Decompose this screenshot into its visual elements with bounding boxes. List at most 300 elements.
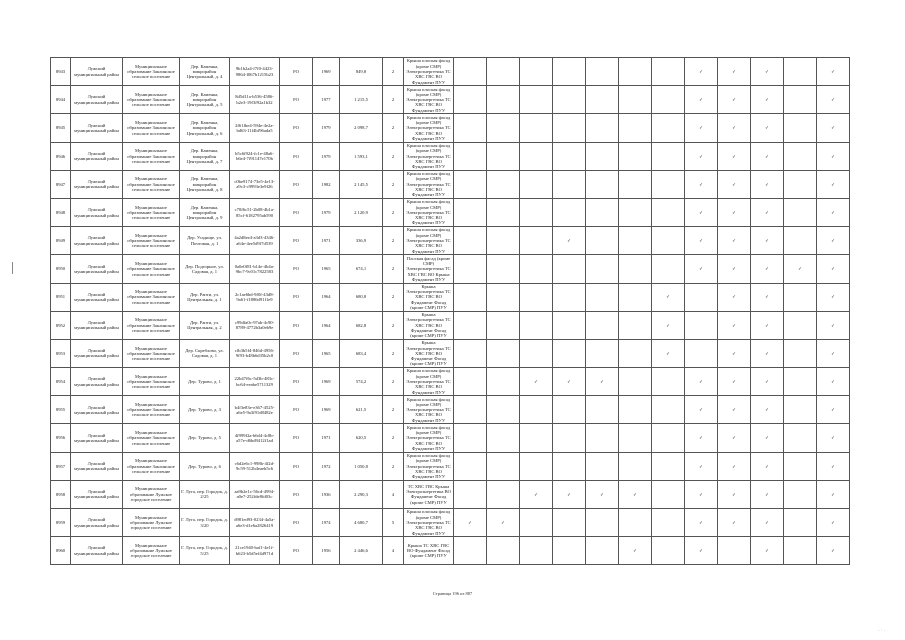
check-cell <box>718 452 751 480</box>
check-cell <box>652 283 685 311</box>
works-cell: Крыша плоская фасад (кроме СМР) Электроэнергетика ТС ХВС ГВС ВО Фундамент ПУУ <box>404 509 454 537</box>
row-id: 8951 <box>51 283 71 311</box>
check-cell <box>619 368 652 396</box>
check-cell <box>685 114 718 142</box>
check-cell <box>718 227 751 255</box>
check-cell <box>652 227 685 255</box>
check-cell <box>454 424 487 452</box>
guid-cell: b4f3e83e-e367-4525-a6e5-9a3f91d8482e <box>230 396 280 424</box>
address-cell: Дер. Каменка, микрорайон Центральный, д. 4 <box>180 58 230 86</box>
check-cell <box>751 86 784 114</box>
check-cell <box>454 396 487 424</box>
row-id: 8947 <box>51 170 71 198</box>
checkmark-icon: ✓ <box>831 548 835 554</box>
checkmark-icon: ✓ <box>798 266 802 272</box>
checkmark-icon: ✓ <box>732 463 736 469</box>
floors-cell: 2 <box>383 86 404 114</box>
check-cell <box>751 537 784 565</box>
check-cell <box>685 339 718 367</box>
floors-cell: 2 <box>383 452 404 480</box>
check-cell <box>718 198 751 226</box>
checkmark-icon: ✓ <box>699 519 703 525</box>
check-cell <box>619 114 652 142</box>
checkmark-icon: ✓ <box>567 379 571 384</box>
check-cell <box>487 227 520 255</box>
check-cell <box>619 480 652 508</box>
check-cell <box>652 396 685 424</box>
district-cell: Лужский муниципальный район <box>71 170 123 198</box>
row-id: 8946 <box>51 142 71 170</box>
checkmark-icon: ✓ <box>765 68 769 74</box>
check-cell <box>619 227 652 255</box>
check-cell <box>454 142 487 170</box>
checkmark-icon: ✓ <box>699 463 703 469</box>
checkmark-icon: ✓ <box>534 491 538 497</box>
table-row <box>51 480 850 508</box>
code-cell: FO <box>280 424 313 452</box>
checkmark-icon: ✓ <box>831 491 835 497</box>
check-cell <box>487 396 520 424</box>
year-cell: 1977 <box>313 86 340 114</box>
check-cell <box>553 170 586 198</box>
check-cell <box>586 368 619 396</box>
guid-cell: c70f6c51-2b08-4b1a-85cf-6182795ab590 <box>230 198 280 226</box>
code-cell: FO <box>280 227 313 255</box>
code-cell: FO <box>280 368 313 396</box>
check-cell <box>817 509 850 537</box>
works-cell: Крыша плоская фасад (кроме СМР) Электроэнергетика ТС ХВС ГВС ВО Фундамент ПУУ <box>404 396 454 424</box>
check-cell <box>586 311 619 339</box>
check-cell <box>619 311 652 339</box>
checkmark-icon: ✓ <box>699 435 703 441</box>
checkmark-icon: ✓ <box>534 379 538 384</box>
year-cell: 1979 <box>313 114 340 142</box>
checkmark-icon: ✓ <box>765 548 769 554</box>
year-cell: 1964 <box>313 283 340 311</box>
check-cell <box>619 142 652 170</box>
check-cell <box>718 480 751 508</box>
check-cell <box>751 480 784 508</box>
guid-cell: 22b47f6c-5d3b-483c-bc64-eeabe5711329 <box>230 368 280 396</box>
area-cell: 680,8 <box>340 283 383 311</box>
floors-cell: 2 <box>383 283 404 311</box>
check-cell <box>553 227 586 255</box>
check-cell <box>487 339 520 367</box>
checkmark-icon: ✓ <box>732 322 736 328</box>
check-cell <box>553 452 586 480</box>
address-cell: Дер. Скреблово, ул. Садовая, д. 1 <box>180 339 230 367</box>
check-cell <box>586 396 619 424</box>
check-cell <box>520 509 553 537</box>
code-cell: FO <box>280 114 313 142</box>
settlement-cell: Муниципальное образование Заклинское сельское поселение <box>123 170 180 198</box>
works-cell: Крыша плоская фасад (кроме СМР) Электроэнергетика ТС ХВС ГВС ВО Фундамент ПУУ <box>404 452 454 480</box>
check-cell <box>553 480 586 508</box>
check-cell <box>718 58 751 86</box>
address-cell: Дер. Рапти, ул. Центральная, д. 1 <box>180 283 230 311</box>
floors-cell: 2 <box>383 227 404 255</box>
settlement-cell: Муниципальное образование Заклинское сельское поселение <box>123 339 180 367</box>
settlement-cell: Муниципальное образование Лужское городское поселение <box>123 509 180 537</box>
checkmark-icon: ✓ <box>732 97 736 103</box>
settlement-cell: Муниципальное образование Лужское городское поселение <box>123 480 180 508</box>
district-cell: Лужский муниципальный район <box>71 227 123 255</box>
district-cell: Лужский муниципальный район <box>71 283 123 311</box>
code-cell: FO <box>280 170 313 198</box>
works-cell: Крыша ТС ХВС ГВС ВО Фундамент Фасад (кроме СМР) ПУУ <box>404 537 454 565</box>
district-cell: Лужский муниципальный район <box>71 86 123 114</box>
checkmark-icon: ✓ <box>831 407 835 413</box>
settlement-cell: Муниципальное образование Заклинское сельское поселение <box>123 198 180 226</box>
check-cell <box>553 339 586 367</box>
check-cell <box>619 255 652 283</box>
area-cell: 682,8 <box>340 311 383 339</box>
works-cell: Крыша плоская фасад (кроме СМР) Электроэнергетика ТС ХВС ГВС ВО Фундамент ПУУ <box>404 170 454 198</box>
check-cell <box>652 424 685 452</box>
code-cell: FO <box>280 198 313 226</box>
check-cell <box>751 114 784 142</box>
year-cell: 1969 <box>313 368 340 396</box>
checkmark-icon: ✓ <box>765 181 769 187</box>
check-cell <box>586 170 619 198</box>
check-cell <box>718 142 751 170</box>
address-cell: Дер. Усадище, ул. Почтовая, д. 1 <box>180 227 230 255</box>
check-cell <box>685 227 718 255</box>
district-cell: Лужский муниципальный район <box>71 198 123 226</box>
address-cell: Дер. Рапти, ул. Центральная, д. 2 <box>180 311 230 339</box>
row-id: 8943 <box>51 58 71 86</box>
check-cell <box>454 170 487 198</box>
check-cell <box>487 198 520 226</box>
works-cell: Крыша плоская фасад (кроме СМР) Электроэнергетика ТС ХВС ГВС ВО Фундамент ПУУ <box>404 198 454 226</box>
check-cell <box>718 396 751 424</box>
check-cell <box>454 283 487 311</box>
code-cell: FO <box>280 452 313 480</box>
check-cell <box>652 198 685 226</box>
check-cell <box>520 537 553 565</box>
year-cell: 1974 <box>313 509 340 537</box>
check-cell <box>586 58 619 86</box>
area-cell: 674,1 <box>340 255 383 283</box>
checkmark-icon: ✓ <box>699 68 703 74</box>
guid-cell: d981ed93-0234-4a5a-a6e3-d1e6a2826419 <box>230 509 280 537</box>
code-cell: FO <box>280 509 313 537</box>
checkmark-icon: ✓ <box>699 407 703 413</box>
area-cell: 1 050,8 <box>340 452 383 480</box>
district-cell: Лужский муниципальный район <box>71 255 123 283</box>
checkmark-icon: ✓ <box>831 463 835 469</box>
check-cell <box>652 480 685 508</box>
checkmark-icon: ✓ <box>468 519 472 525</box>
checkmark-icon: ✓ <box>765 491 769 497</box>
check-cell <box>784 424 817 452</box>
check-cell <box>454 509 487 537</box>
check-cell <box>487 58 520 86</box>
code-cell: FO <box>280 396 313 424</box>
check-cell <box>817 480 850 508</box>
works-cell: Крыша плоская фасад (кроме СМР) Электроэнергетика ТС ХВС ГВС ВО Фундамент ПУУ <box>404 368 454 396</box>
area-cell: 4 680,7 <box>340 509 383 537</box>
checkmark-icon: ✓ <box>501 519 505 525</box>
checkmark-icon: ✓ <box>831 435 835 441</box>
settlement-cell: Муниципальное образование Заклинское сельское поселение <box>123 424 180 452</box>
district-cell: Лужский муниципальный район <box>71 509 123 537</box>
check-cell <box>718 368 751 396</box>
checkmark-icon: ✓ <box>633 491 637 497</box>
check-cell <box>817 86 850 114</box>
year-cell: 1969 <box>313 58 340 86</box>
floors-cell: 2 <box>383 255 404 283</box>
check-cell <box>586 114 619 142</box>
check-cell <box>619 452 652 480</box>
district-cell: Лужский муниципальный район <box>71 311 123 339</box>
check-cell <box>454 86 487 114</box>
code-cell: FO <box>280 283 313 311</box>
settlement-cell: Муниципальное образование Заклинское сельское поселение <box>123 255 180 283</box>
check-cell <box>784 86 817 114</box>
check-cell <box>685 452 718 480</box>
checkmark-icon: ✓ <box>600 491 604 497</box>
checkmark-icon: ✓ <box>831 181 835 187</box>
district-cell: Лужский муниципальный район <box>71 396 123 424</box>
check-cell <box>520 480 553 508</box>
floors-cell: 2 <box>383 114 404 142</box>
checkmark-icon: ✓ <box>567 491 571 497</box>
floors-cell: 2 <box>383 368 404 396</box>
check-cell <box>454 227 487 255</box>
check-cell <box>751 170 784 198</box>
check-cell <box>454 452 487 480</box>
check-cell <box>751 198 784 226</box>
checkmark-icon: ✓ <box>765 266 769 272</box>
check-cell <box>817 142 850 170</box>
checkmark-icon: ✓ <box>732 266 736 272</box>
checkmark-icon: ✓ <box>732 491 736 497</box>
row-id: 8956 <box>51 424 71 452</box>
check-cell <box>454 58 487 86</box>
check-cell <box>619 283 652 311</box>
code-cell: FO <box>280 311 313 339</box>
check-cell <box>685 283 718 311</box>
checkmark-icon: ✓ <box>732 181 736 187</box>
check-cell <box>652 170 685 198</box>
floors-cell: 5 <box>383 509 404 537</box>
floors-cell: 2 <box>383 58 404 86</box>
check-cell <box>487 537 520 565</box>
table-row <box>51 311 850 339</box>
check-cell <box>784 283 817 311</box>
address-cell: Дер. Каменка, микрорайон Центральный, д. 8 <box>180 170 230 198</box>
check-cell <box>718 509 751 537</box>
checkmark-icon: ✓ <box>765 322 769 328</box>
check-cell <box>685 58 718 86</box>
check-cell <box>817 424 850 452</box>
checkmark-icon: ✓ <box>699 125 703 131</box>
checkmark-icon: ✓ <box>765 379 769 384</box>
check-cell <box>487 142 520 170</box>
check-cell <box>685 368 718 396</box>
checkmark-icon: ✓ <box>567 238 571 244</box>
check-cell <box>619 170 652 198</box>
checkmark-icon: ✓ <box>831 209 835 215</box>
check-cell <box>751 227 784 255</box>
year-cell: 1972 <box>313 452 340 480</box>
floors-cell: 2 <box>383 170 404 198</box>
check-cell <box>586 198 619 226</box>
register-sheet <box>50 57 850 565</box>
code-cell: FO <box>280 255 313 283</box>
check-cell <box>751 339 784 367</box>
check-cell <box>652 142 685 170</box>
year-cell: 1936 <box>313 480 340 508</box>
checkmark-icon: ✓ <box>732 68 736 74</box>
checkmark-icon: ✓ <box>831 294 835 300</box>
settlement-cell: Муниципальное образование Лужское городское поселение <box>123 537 180 565</box>
address-cell: Дер. Турово, д. 5 <box>180 424 230 452</box>
checkmark-icon: ✓ <box>831 350 835 356</box>
floors-cell: 2 <box>383 311 404 339</box>
works-cell: Крыша Электроэнергетика ТС ХВС ГВС ВО Фундамент Фасад (кроме СМР) ПУУ <box>404 311 454 339</box>
check-cell <box>784 509 817 537</box>
check-cell <box>751 58 784 86</box>
check-cell <box>685 142 718 170</box>
settlement-cell: Муниципальное образование Заклинское сельское поселение <box>123 283 180 311</box>
district-cell: Лужский муниципальный район <box>71 480 123 508</box>
check-cell <box>520 86 553 114</box>
row-id: 8955 <box>51 396 71 424</box>
checkmark-icon: ✓ <box>765 97 769 103</box>
check-cell <box>553 255 586 283</box>
year-cell: 1979 <box>313 198 340 226</box>
check-cell <box>487 311 520 339</box>
check-cell <box>817 396 850 424</box>
works-cell: ТС ХВС ГВС Крыша Электроэнергетика ВО Фундамент Фасад (кроме СМР) ПУУ <box>404 480 454 508</box>
checkmark-icon: ✓ <box>765 463 769 469</box>
check-cell <box>685 255 718 283</box>
area-cell: 849,8 <box>340 58 383 86</box>
checkmark-icon: ✓ <box>732 519 736 525</box>
guid-cell: c99dfa0c-97ab-4c90-8789-4772b3a0eb9e <box>230 311 280 339</box>
checkmark-icon: ✓ <box>831 379 835 384</box>
settlement-cell: Муниципальное образование Заклинское сельское поселение <box>123 311 180 339</box>
checkmark-icon: ✓ <box>732 238 736 244</box>
area-cell: 2 098,7 <box>340 114 383 142</box>
settlement-cell: Муниципальное образование Заклинское сельское поселение <box>123 142 180 170</box>
guid-cell: b5c6f924-fc1e-48a6-b6e4-7f91147e170b <box>230 142 280 170</box>
check-cell <box>553 283 586 311</box>
works-cell: Крыша плоская фасад (кроме СМР) Электроэнергетика ТС ХВС ГВС ВО Фундамент ПУУ <box>404 114 454 142</box>
table-row <box>51 452 850 480</box>
check-cell <box>454 339 487 367</box>
row-id: 8953 <box>51 339 71 367</box>
guid-cell: 9b1b2a4-f7f0-4423-9864-f067b1215b23 <box>230 58 280 86</box>
check-cell <box>685 396 718 424</box>
check-cell <box>718 170 751 198</box>
area-cell: 620,5 <box>340 424 383 452</box>
check-cell <box>652 452 685 480</box>
check-cell <box>454 255 487 283</box>
check-cell <box>586 339 619 367</box>
check-cell <box>520 424 553 452</box>
check-cell <box>685 170 718 198</box>
checkmark-icon: ✓ <box>765 435 769 441</box>
check-cell <box>619 58 652 86</box>
checkmark-icon: ✓ <box>699 548 703 554</box>
area-cell: 2 446,6 <box>340 537 383 565</box>
settlement-cell: Муниципальное образование Заклинское сельское поселение <box>123 452 180 480</box>
check-cell <box>817 283 850 311</box>
check-cell <box>817 311 850 339</box>
check-cell <box>685 537 718 565</box>
check-cell <box>586 452 619 480</box>
check-cell <box>454 368 487 396</box>
margin-mark <box>12 262 13 274</box>
year-cell: 1964 <box>313 311 340 339</box>
year-cell: 1982 <box>313 170 340 198</box>
check-cell <box>718 114 751 142</box>
checkmark-icon: ✓ <box>831 125 835 131</box>
works-cell: Плоская фасад (кроме СМР) Электроэнергетика ТС ХВС ГВС ВО Крыша Фундамент ПУУ <box>404 255 454 283</box>
checkmark-icon: ✓ <box>732 350 736 356</box>
checkmark-icon: ✓ <box>732 125 736 131</box>
checkmark-icon: ✓ <box>600 379 604 384</box>
check-cell <box>784 339 817 367</box>
settlement-cell: Муниципальное образование Заклинское сельское поселение <box>123 114 180 142</box>
year-cell: 1969 <box>313 396 340 424</box>
check-cell <box>520 368 553 396</box>
check-cell <box>487 255 520 283</box>
floors-cell: 2 <box>383 339 404 367</box>
check-cell <box>454 537 487 565</box>
check-cell <box>454 311 487 339</box>
checkmark-icon: ✓ <box>765 350 769 356</box>
check-cell <box>553 537 586 565</box>
code-cell: FO <box>280 86 313 114</box>
check-cell <box>520 452 553 480</box>
row-id: 8945 <box>51 114 71 142</box>
check-cell <box>454 198 487 226</box>
checkmark-icon: ✓ <box>831 266 835 272</box>
address-cell: Г. Луга, пер. Городок, д. 3/20 <box>180 509 230 537</box>
checkmark-icon: ✓ <box>765 519 769 525</box>
guid-cell: 2c1ae6bd-9f0f-43d8-9a61-f1886d91f1e9 <box>230 283 280 311</box>
check-cell <box>751 142 784 170</box>
checkmark-icon: ✓ <box>831 97 835 103</box>
floors-cell: 2 <box>383 142 404 170</box>
check-cell <box>520 339 553 367</box>
check-cell <box>685 86 718 114</box>
check-cell <box>784 368 817 396</box>
table-row <box>51 368 850 396</box>
checkmark-icon: ✓ <box>831 68 835 74</box>
area-cell: 574,2 <box>340 368 383 396</box>
district-cell: Лужский муниципальный район <box>71 114 123 142</box>
check-cell <box>751 255 784 283</box>
check-cell <box>817 170 850 198</box>
guid-cell: 2f61fbe4-594e-4e2a-bd63-11f4bf96ada5 <box>230 114 280 142</box>
check-cell <box>619 86 652 114</box>
check-cell <box>652 114 685 142</box>
check-cell <box>487 114 520 142</box>
address-cell: Дер. Каменка, микрорайон Центральный, д. 7 <box>180 142 230 170</box>
address-cell: Дер. Каменка, микрорайон Центральный, д. 9 <box>180 198 230 226</box>
check-cell <box>487 480 520 508</box>
area-cell: 2 290,3 <box>340 480 383 508</box>
checkmark-icon: ✓ <box>732 379 736 384</box>
housing-register-table <box>50 57 850 565</box>
check-cell <box>784 227 817 255</box>
year-cell: 1971 <box>313 424 340 452</box>
